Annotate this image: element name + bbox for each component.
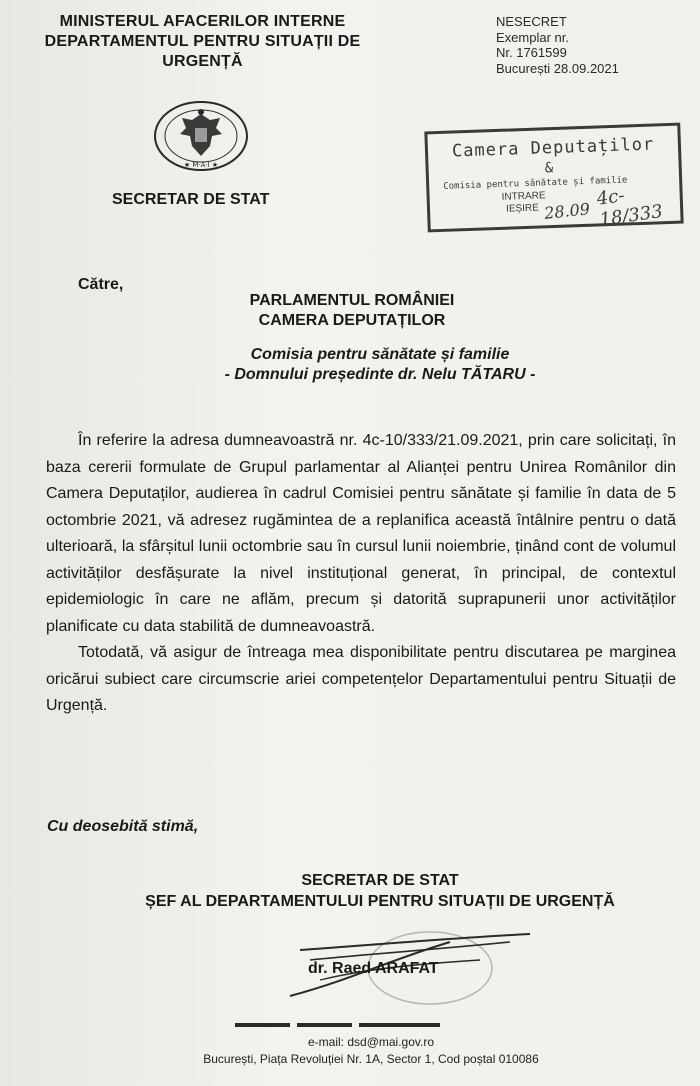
closing-salutation: Cu deosebită stimă,: [47, 818, 199, 835]
registration-stamp: [424, 123, 683, 233]
footer-address: București, Piața Revoluției Nr. 1A, Sector 1, Cod poștal 010086: [203, 1052, 539, 1066]
stamp-handwritten-number: 4c-18/333: [595, 185, 665, 231]
commission-block: [0, 345, 700, 385]
department-name-line1: DEPARTAMENTUL PENTRU SITUAȚII DE: [44, 33, 361, 50]
ministry-header: [10, 12, 395, 72]
footer-email: e-mail: dsd@mai.gov.ro: [308, 1035, 434, 1049]
signatory-title-2: ȘEF AL DEPARTAMENTULUI PENTRU SITUAȚII DE URGENȚĂ: [145, 893, 615, 910]
recipient-chamber: CAMERA DEPUTAȚILOR: [258, 312, 446, 329]
department-name-line2: URGENȚĂ: [162, 53, 243, 70]
classification-level: NESECRET: [496, 14, 567, 29]
letter-body: [46, 428, 676, 720]
secretary-of-state-heading: SECRETAR DE STAT: [112, 191, 270, 208]
copy-number: Exemplar nr.: [496, 29, 569, 45]
document-number: Nr. 1761599: [496, 45, 567, 60]
recipient-salutation: Către,: [78, 276, 124, 293]
ministry-crest-icon: [152, 100, 250, 172]
signatory-title-1: SECRETAR DE STAT: [301, 872, 459, 889]
body-paragraph-2: Totodată, vă asigur de întreaga mea disponibilitate pentru discutarea pe marginea oricărui subiect care circumscrie ariei competențelor Departamentului pentru Situații de Urgență.: [46, 644, 676, 714]
recipient-block: [0, 291, 700, 331]
ministry-name: MINISTERUL AFACERILOR INTERNE: [59, 13, 346, 30]
stamp-title: Camera Deputaților: [451, 134, 655, 162]
body-paragraph-1: În referire la adresa dumneavoastră nr. 4c-10/333/21.09.2021, prin care solicitați, în baza cererii formulate de Grupul parlamentar al Alianței pentru Unirea Românilor din Camera Deputaților, audierea în cadrul Comisiei pentru sănătate și familie în data de 5 octombrie 2021, vă adresez rugămintea de a replanifica această întâlnire pentru o dată ulterioară, la sfârșitul lunii octombrie sau în cursul lunii noiembrie, ținând cont de volumul activităților desfășurate la nivel instituțional generat, în principal, de contextul epidemiologic în care ne aflăm, precum și datorită suprapunerii unor activităților planificate cu data stabilită de dumneavoastră.: [46, 432, 676, 635]
stamp-commission: Comisia pentru sănătate și familie: [443, 175, 628, 192]
signatory-name: dr. Raed ARAFAT: [308, 960, 439, 977]
signatory-title-block: [0, 870, 700, 912]
commission-name: Comisia pentru sănătate și familie: [250, 346, 510, 363]
stamp-intrare: INTRARE: [501, 190, 546, 203]
stamp-ampersand: &: [544, 160, 554, 177]
commission-president: - Domnului președinte dr. Nelu TĂTARU -: [224, 366, 536, 383]
stamp-iesire: IEȘIRE: [505, 202, 540, 215]
crest-lettering: ★ M·A·I ★: [183, 161, 219, 169]
recipient-parliament: PARLAMENTUL ROMÂNIEI: [249, 292, 455, 309]
place-and-date: București 28.09.2021: [496, 60, 619, 76]
footer-divider: [235, 1023, 440, 1027]
stamp-handwritten-date: 28.09: [543, 199, 591, 223]
footer-contact: [0, 1034, 700, 1068]
classification-block: [496, 14, 619, 76]
